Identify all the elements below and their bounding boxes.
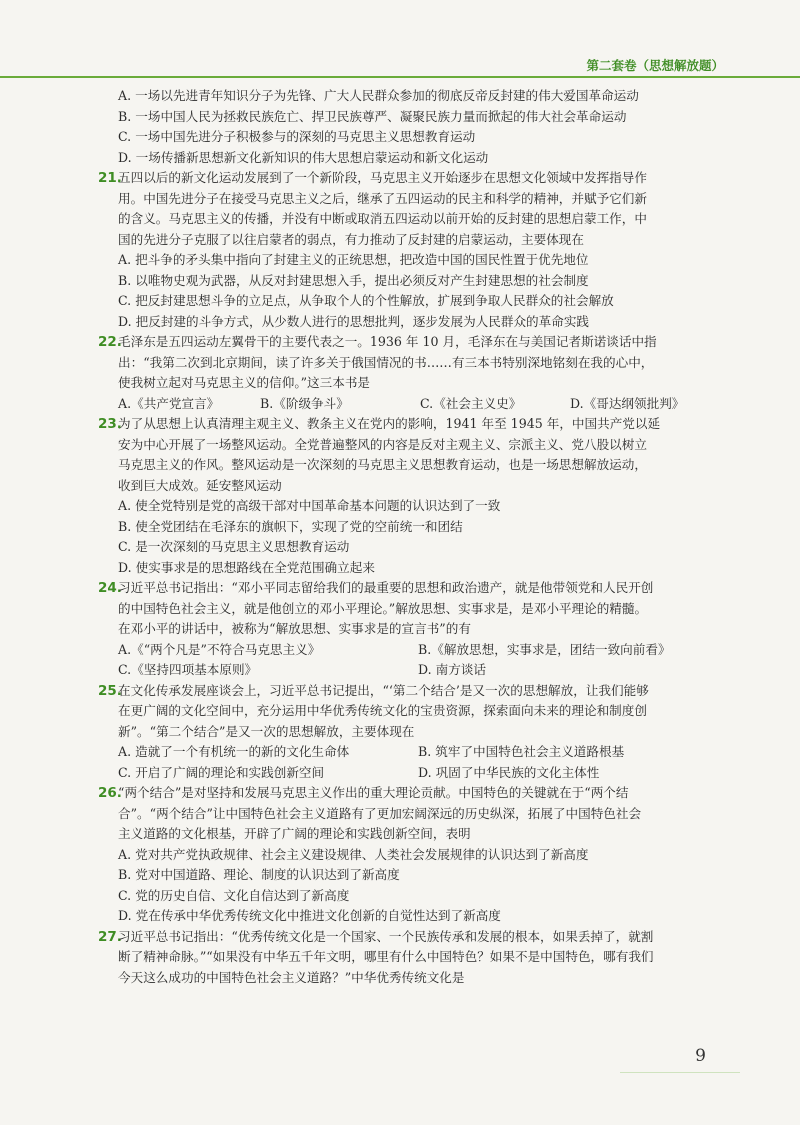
- question-number: 25.: [98, 682, 122, 699]
- question-text: 合”。“两个结合”让中国特色社会主义道路有了更加宏阔深远的历史纵深，拓展了中国特色社会: [118, 805, 642, 821]
- question-24: [98, 578, 718, 681]
- question-text: 习近平总书记指出：“邓小平同志留给我们的最重要的思想和政治遗产，就是他带领党和人民开创: [118, 580, 654, 595]
- header-bar: [0, 54, 800, 78]
- question-number: 26.: [98, 785, 122, 801]
- page-content: [98, 86, 718, 988]
- question-text: 为了从思想上认真清理主观主义、教条主义在党内的影响，1941 年至 1945 年，中国共产党以延: [118, 416, 661, 431]
- question-text: 五四以后的新文化运动发展到了一个新阶段，马克思主义开始逐步在思想文化领域中发挥指导作: [118, 170, 647, 185]
- question-text: 习近平总书记指出：“优秀传统文化是一个国家、一个民族传承和发展的根本，如果丢掉了，就割: [118, 928, 654, 944]
- option-row: [118, 394, 718, 415]
- option-row: [118, 640, 718, 661]
- question-text: 断了精神命脉。”“如果没有中华五千年文明，哪里有什么中国特色？如果不是中国特色，哪有我们: [118, 949, 654, 964]
- option-item: D. 使实事求是的思想路线在全党范围确立起来: [118, 559, 375, 575]
- question-number: 24.: [98, 580, 122, 596]
- option-item: A.《“两个凡是”不符合马克思主义》: [118, 641, 321, 657]
- question-number: 23.: [98, 416, 122, 432]
- question-27: [98, 927, 718, 989]
- option-item: B. 使全党团结在毛泽东的旗帜下，实现了党的空前统一和团结: [118, 518, 463, 534]
- option-item: D. 把反封建的斗争方式，从少数人进行的思想批判，逐步发展为人民群众的革命实践: [118, 313, 590, 329]
- option-item: A. 使全党特别是党的高级干部对中国革命基本问题的认识达到了一致: [118, 498, 501, 513]
- question-25: [98, 681, 718, 784]
- question-number: 27.: [98, 928, 122, 945]
- option-item: D. 巩固了中华民族的文化主体性: [418, 764, 600, 780]
- option-item: C. 是一次深刻的马克思主义思想教育运动: [118, 539, 350, 554]
- option-item: A. 把斗争的矛头集中指向了封建主义的正统思想，把改造中国的国民性置于优先地位: [118, 252, 589, 267]
- option-row: [118, 763, 718, 784]
- option-item: C.《坚持四项基本原则》: [118, 662, 258, 677]
- option-item: A. 一场以先进青年知识分子为先锋、广大人民群众参加的彻底反帝反封建的伟大爱国革命运动: [118, 88, 639, 103]
- page-number: 9: [695, 1046, 706, 1066]
- prev-question-options: [118, 86, 718, 168]
- question-text: 的中国特色社会主义，就是他创立的邓小平理论。”解放思想、实事求是，是邓小平理论的精髓。: [118, 600, 648, 616]
- option-item: B.《阶级争斗》: [260, 395, 349, 411]
- question-text: 国的先进分子克服了以往启蒙者的弱点，有力推动了反封建的启蒙运动，主要体现在: [118, 231, 584, 247]
- option-row: [118, 742, 718, 763]
- option-item: A.《共产党宣言》: [118, 395, 220, 411]
- question-21: [98, 168, 718, 332]
- question-text: 出：“我第二次到北京期间，读了许多关于俄国情况的书……有三本书特别深地铭刻在我的心中，: [118, 354, 654, 370]
- option-item: B. 筑牢了中国特色社会主义道路根基: [418, 744, 625, 759]
- question-text: 毛泽东是五四运动左翼骨干的主要代表之一。1936 年 10 月，毛泽东在与美国记者斯诺谈话中指: [118, 334, 657, 349]
- question-text: 在邓小平的讲话中，被称为“解放思想、实事求是的宣言书”的有: [118, 621, 471, 636]
- option-item: C. 党的历史自信、文化自信达到了新高度: [118, 887, 350, 903]
- question-text: 的含义。马克思主义的传播，并没有中断或取消五四运动以前开始的反封建的思想启蒙工作，中: [118, 211, 647, 226]
- option-item: B. 以唯物史观为武器，从反对封建思想入手，提出必须反对产生封建思想的社会制度: [118, 272, 589, 288]
- option-item: C. 把反封建思想斗争的立足点，从争取个人的个性解放，扩展到争取人民群众的社会解放: [118, 293, 614, 308]
- option-row: [118, 660, 718, 681]
- question-23: [98, 414, 718, 578]
- question-text: 今天这么成功的中国特色社会主义道路？”中华优秀传统文化是: [118, 969, 465, 985]
- question-text: 在文化传承发展座谈会上，习近平总书记提出，“‘第二个结合’是又一次的思想解放，让我们能够: [118, 682, 649, 698]
- question-26: [98, 783, 718, 927]
- question-22: [98, 332, 718, 414]
- question-text: 使我树立起对马克思主义的信仰。”这三本书是: [118, 375, 371, 390]
- option-item: A. 造就了一个有机统一的新的文化生命体: [118, 744, 350, 759]
- option-item: A. 党对共产党执政规律、社会主义建设规律、人类社会发展规律的认识达到了新高度: [118, 846, 589, 862]
- question-text: 在更广阔的文化空间中，充分运用中华优秀传统文化的宝贵资源，探索面向未来的理论和制度创: [118, 703, 647, 718]
- section-tag: 第二套卷（思想解放题）: [580, 56, 730, 74]
- question-text: 用。中国先进分子在接受马克思主义之后，继承了五四运动的民主和科学的精神，并赋予它们新: [118, 190, 647, 206]
- option-item: D.《哥达纲领批判》: [570, 395, 685, 411]
- option-item: D. 南方谈话: [418, 662, 487, 677]
- question-text: 安为中心开展了一场整风运动。全党普遍整风的内容是反对主观主义、宗派主义、党八股以树立: [118, 436, 647, 452]
- question-text: 收到巨大成效。延安整风运动: [118, 477, 282, 493]
- option-item: B. 党对中国道路、理论、制度的认识达到了新高度: [118, 867, 400, 882]
- option-item: C. 一场中国先进分子积极参与的深刻的马克思主义思想教育运动: [118, 129, 476, 144]
- footer-divider: [620, 1072, 740, 1073]
- option-item: B.《解放思想，实事求是，团结一致向前看》: [418, 641, 671, 657]
- question-text: “两个结合”是对坚持和发展马克思主义作出的重大理论贡献。中国特色的关键就在于“两个结: [118, 785, 629, 800]
- question-text: 马克思主义的作风。整风运动是一次深刻的马克思主义思想教育运动，也是一场思想解放运动，: [118, 457, 647, 472]
- option-item: B. 一场中国人民为拯救民族危亡、捍卫民族尊严、凝聚民族力量而掀起的伟大社会革命运动: [118, 108, 627, 124]
- question-text: 新”。“第二个结合”是又一次的思想解放，主要体现在: [118, 723, 415, 739]
- option-item: C.《社会主义史》: [420, 395, 522, 411]
- question-text: 主义道路的文化根基，开辟了广阔的理论和实践创新空间，表明: [118, 826, 471, 841]
- question-number: 22.: [98, 334, 122, 350]
- question-number: 21.: [98, 170, 122, 186]
- option-item: D. 党在传承中华优秀传统文化中推进文化创新的自觉性达到了新高度: [118, 908, 501, 923]
- option-item: D. 一场传播新思想新文化新知识的伟大思想启蒙运动和新文化运动: [118, 149, 489, 165]
- option-item: C. 开启了广阔的理论和实践创新空间: [118, 764, 325, 780]
